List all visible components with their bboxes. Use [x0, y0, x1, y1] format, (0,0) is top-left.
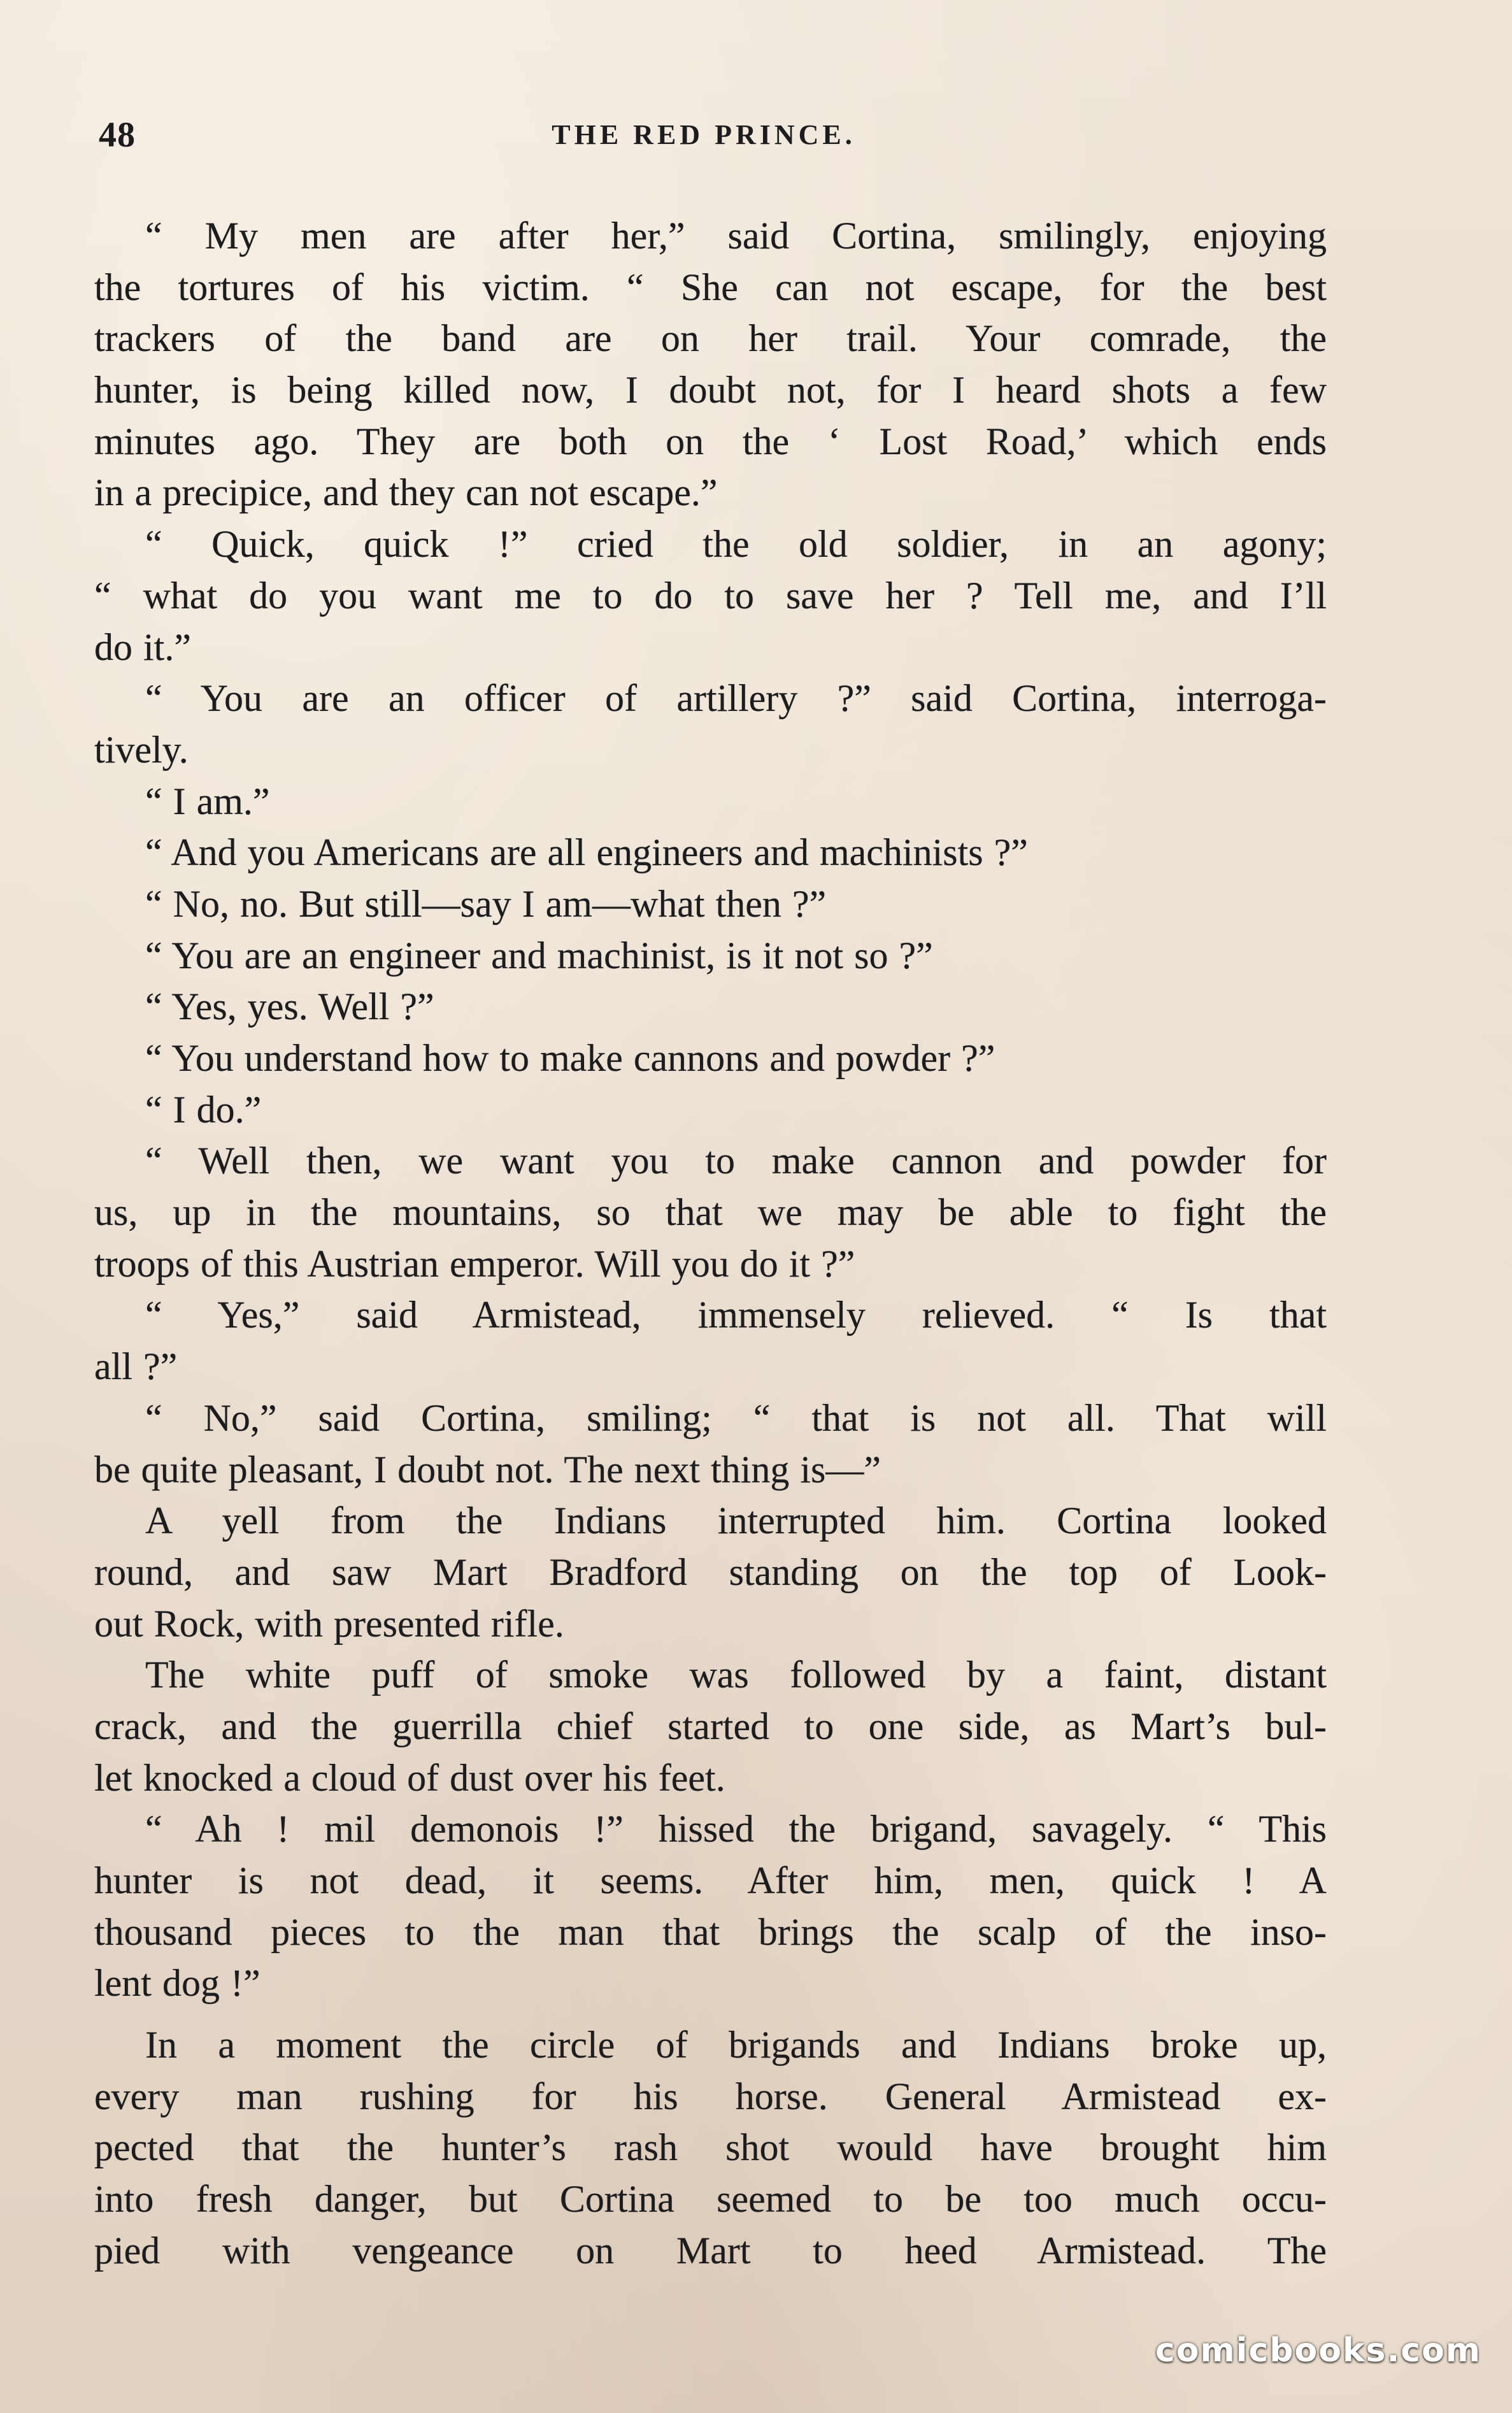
text-line: “ I am.” — [145, 780, 270, 822]
text-line: “ No,” said Cortina, smiling; “ that is not all. That will — [145, 1396, 1327, 1439]
text-line: “ Yes,” said Armistead, immensely relieved. “ Is that — [145, 1294, 1327, 1336]
text-line: “ Well then, we want you to make cannon and powder for — [145, 1140, 1327, 1182]
text-line: “ My men are after her,” said Cortina, smilingly, enjoying — [145, 215, 1327, 257]
text-line: “ I do.” — [145, 1088, 262, 1131]
text-line: “ No, no. But still—say I am—what then ?” — [145, 882, 827, 925]
text-line: hunter, is being killed now, I doubt not, for I heard shots a few — [94, 369, 1327, 412]
page-number: 48 — [99, 115, 136, 155]
watermark-logo: comicbooks.com — [1155, 2331, 1481, 2370]
text-line: pected that the hunter’s rash shot would have brought him — [94, 2126, 1327, 2169]
body-text — [94, 210, 1327, 2277]
text-line: minutes ago. They are both on the ‘ Lost Road,’ which ends — [94, 420, 1327, 462]
text-line: “ Yes, yes. Well ?” — [145, 985, 434, 1028]
text-line: “ what do you want me to do to save her ? Tell me, and I’ll — [94, 574, 1327, 617]
text-line: the tortures of his victim. “ She can not escape, for the best — [94, 266, 1327, 308]
text-line: The white puff of smoke was followed by a faint, distant — [145, 1654, 1327, 1696]
text-line: thousand pieces to the man that brings the scalp of the inso- — [94, 1910, 1327, 1953]
text-line: lent dog !” — [94, 1962, 260, 2005]
text-line: all ?” — [94, 1345, 178, 1388]
text-line: out Rock, with presented rifle. — [94, 1602, 564, 1645]
text-line: let knocked a cloud of dust over his feet. — [94, 1756, 725, 1799]
text-line: in a precipice, and they can not escape.” — [94, 471, 718, 514]
text-line: be quite pleasant, I doubt not. The next thing is—” — [94, 1448, 881, 1491]
text-line: into fresh danger, but Cortina seemed to be too much occu- — [94, 2178, 1327, 2221]
text-line: round, and saw Mart Bradford standing on the top of Look- — [94, 1550, 1327, 1593]
text-line: hunter is not dead, it seems. After him, men, quick ! A — [94, 1859, 1327, 1901]
text-line: every man rushing for his horse. General Armistead ex- — [94, 2075, 1327, 2117]
text-line: trackers of the band are on her trail. Your comrade, the — [94, 317, 1327, 360]
text-line: pied with vengeance on Mart to heed Armistead. The — [94, 2229, 1327, 2272]
running-title: THE RED PRINCE. — [552, 119, 856, 150]
text-line: tively. — [94, 728, 189, 771]
text-line: “ You are an engineer and machinist, is it not so ?” — [145, 934, 933, 977]
text-line: “ Quick, quick !” cried the old soldier, in an agony; — [145, 523, 1327, 566]
text-line: “ And you Americans are all engineers and machinists ?” — [145, 831, 1028, 874]
text-line: us, up in the mountains, so that we may be able to fight the — [94, 1191, 1327, 1234]
text-line: In a moment the circle of brigands and Indians broke up, — [145, 2024, 1327, 2066]
text-line: troops of this Austrian emperor. Will you do it ?” — [94, 1242, 855, 1285]
page-header — [80, 108, 1328, 159]
text-line: “ You understand how to make cannons and powder ?” — [145, 1037, 995, 1079]
text-line: do it.” — [94, 626, 191, 668]
text-line: A yell from the Indians interrupted him. Cortina looked — [145, 1500, 1327, 1542]
text-line: crack, and the guerrilla chief started to one side, as Mart’s bul- — [94, 1705, 1327, 1747]
text-line: “ You are an officer of artillery ?” said Cortina, interroga- — [145, 677, 1327, 720]
text-line: “ Ah ! mil demonois !” hissed the brigand, savagely. “ This — [145, 1808, 1327, 1851]
